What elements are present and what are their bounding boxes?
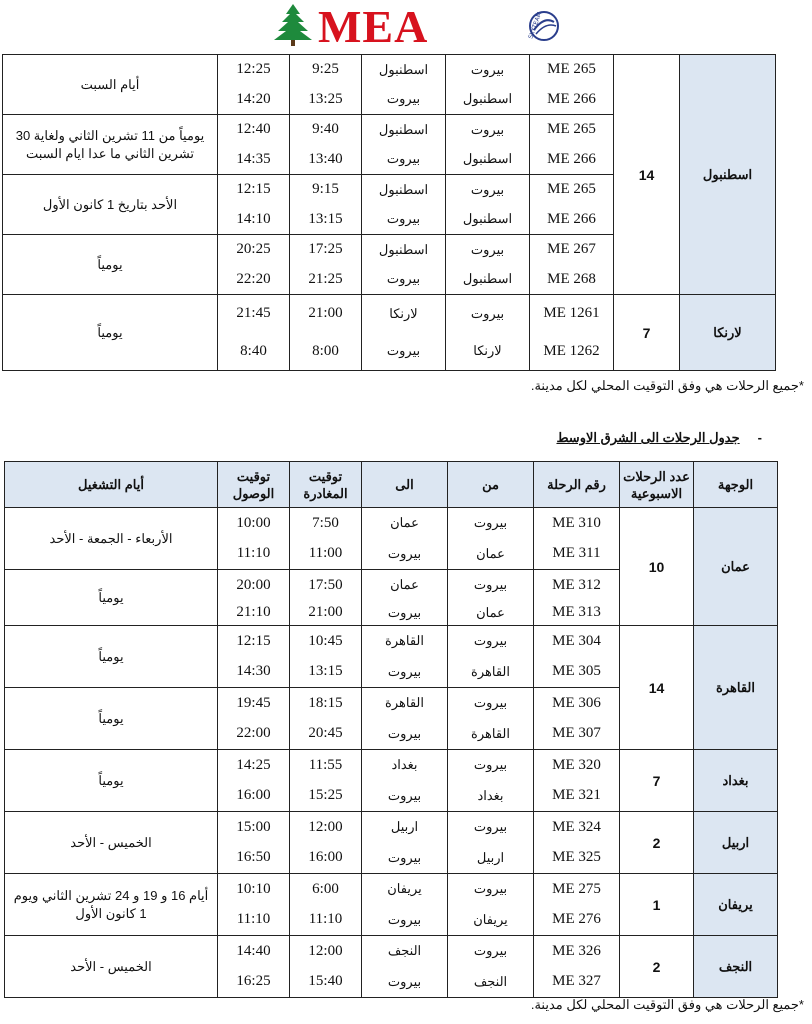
arrival-cell: 11:10 <box>218 539 290 570</box>
from-cell: بيروت <box>448 626 534 657</box>
arrival-cell: 14:25 <box>218 750 290 781</box>
from-cell: النجف <box>448 967 534 998</box>
departure-cell: 11:10 <box>290 905 362 936</box>
arrival-cell: 16:50 <box>218 843 290 874</box>
departure-cell: 7:50 <box>290 508 362 539</box>
heading-bullet: - <box>757 430 762 445</box>
departure-cell: 18:15 <box>290 688 362 719</box>
to-cell: اسطنبول <box>362 55 446 85</box>
operating-days-cell: الأحد بتاريخ 1 كانون الأول <box>3 175 218 235</box>
from-cell: عمان <box>448 539 534 570</box>
header-departure: توقيت المغادرة <box>290 462 362 508</box>
departure-cell: 9:25 <box>290 55 362 85</box>
arrival-cell: 14:40 <box>218 936 290 967</box>
from-cell: القاهرة <box>448 657 534 688</box>
mea-logo <box>270 2 570 52</box>
timezone-note: *جميع الرحلات هي وفق التوقيت المحلي لكل مدينة. <box>530 378 804 393</box>
destination-cell: اربيل <box>694 812 778 874</box>
operating-days-cell: يومياً <box>5 688 218 750</box>
flight-number-cell: ME 327 <box>534 967 620 998</box>
from-cell: بيروت <box>448 570 534 601</box>
operating-days-cell: يومياً <box>5 570 218 626</box>
to-cell: عمان <box>362 508 448 539</box>
to-cell: لارنكا <box>362 295 446 333</box>
to-cell: اسطنبول <box>362 115 446 145</box>
operating-days-cell: أيام 16 و 19 و 24 تشرين الثاني ويوم 1 كانون الأول <box>5 874 218 936</box>
departure-cell: 8:00 <box>290 333 362 371</box>
operating-days-cell: يومياً <box>3 235 218 295</box>
to-cell: اسطنبول <box>362 235 446 265</box>
from-cell: بيروت <box>446 295 530 333</box>
from-cell: القاهرة <box>448 719 534 750</box>
to-cell: بيروت <box>362 145 446 175</box>
arrival-cell: 20:00 <box>218 570 290 601</box>
to-cell: القاهرة <box>362 688 448 719</box>
flight-number-cell: ME 265 <box>530 55 614 85</box>
to-cell: بيروت <box>362 601 448 626</box>
arrival-cell: 16:25 <box>218 967 290 998</box>
to-cell: النجف <box>362 936 448 967</box>
flight-number-cell: ME 1261 <box>530 295 614 333</box>
from-cell: بيروت <box>446 115 530 145</box>
flight-number-cell: ME 265 <box>530 175 614 205</box>
table-row <box>3 295 776 333</box>
departure-cell: 12:00 <box>290 812 362 843</box>
destination-cell: النجف <box>694 936 778 998</box>
destination-cell: يريفان <box>694 874 778 936</box>
weekly-count-cell: 2 <box>620 812 694 874</box>
departure-cell: 9:15 <box>290 175 362 205</box>
flight-number-cell: ME 312 <box>534 570 620 601</box>
from-cell: اسطنبول <box>446 85 530 115</box>
flight-number-cell: ME 1262 <box>530 333 614 371</box>
from-cell: بيروت <box>448 812 534 843</box>
arrival-cell: 14:20 <box>218 85 290 115</box>
departure-cell: 21:00 <box>290 295 362 333</box>
departure-cell: 13:40 <box>290 145 362 175</box>
weekly-count-cell: 14 <box>620 626 694 750</box>
to-cell: القاهرة <box>362 626 448 657</box>
flight-number-cell: ME 305 <box>534 657 620 688</box>
flight-number-cell: ME 275 <box>534 874 620 905</box>
departure-cell: 13:15 <box>290 205 362 235</box>
operating-days-cell: الخميس - الأحد <box>5 936 218 998</box>
arrival-cell: 14:30 <box>218 657 290 688</box>
destination-cell: اسطنبول <box>680 55 776 295</box>
destination-cell: عمان <box>694 508 778 626</box>
flight-number-cell: ME 311 <box>534 539 620 570</box>
departure-cell: 17:25 <box>290 235 362 265</box>
table-row <box>5 812 778 843</box>
flight-number-cell: ME 306 <box>534 688 620 719</box>
to-cell: بيروت <box>362 781 448 812</box>
from-cell: بيروت <box>446 175 530 205</box>
arrival-cell: 21:10 <box>218 601 290 626</box>
flight-number-cell: ME 268 <box>530 265 614 295</box>
departure-cell: 11:55 <box>290 750 362 781</box>
table-row <box>5 750 778 781</box>
schedule-table-1 <box>2 54 776 371</box>
operating-days-cell: يومياً <box>3 295 218 371</box>
departure-cell: 21:00 <box>290 601 362 626</box>
table-row <box>5 508 778 539</box>
arrival-cell: 22:20 <box>218 265 290 295</box>
from-cell: اسطنبول <box>446 205 530 235</box>
heading-title: جدول الرحلات الى الشرق الاوسط <box>556 430 740 445</box>
to-cell: بيروت <box>362 333 446 371</box>
arrival-cell: 12:15 <box>218 175 290 205</box>
operating-days-cell: يومياً <box>5 626 218 688</box>
arrival-cell: 10:10 <box>218 874 290 905</box>
from-cell: بيروت <box>446 55 530 85</box>
to-cell: بيروت <box>362 539 448 570</box>
departure-cell: 15:40 <box>290 967 362 998</box>
operating-days-cell: يومياً من 11 تشرين الثاني ولغاية 30 تشرين الثاني ما عدا ايام السبت <box>3 115 218 175</box>
skyteam-icon <box>518 2 564 48</box>
arrival-cell: 15:00 <box>218 812 290 843</box>
flight-number-cell: ME 310 <box>534 508 620 539</box>
arrival-cell: 14:10 <box>218 205 290 235</box>
table-row <box>5 936 778 967</box>
departure-cell: 6:00 <box>290 874 362 905</box>
from-cell: بغداد <box>448 781 534 812</box>
mea-wordmark: MEA <box>318 1 429 52</box>
flight-number-cell: ME 326 <box>534 936 620 967</box>
flight-number-cell: ME 324 <box>534 812 620 843</box>
to-cell: بيروت <box>362 719 448 750</box>
flight-number-cell: ME 304 <box>534 626 620 657</box>
header-to: الى <box>362 462 448 508</box>
weekly-count-cell: 7 <box>620 750 694 812</box>
table-row <box>3 55 776 85</box>
to-cell: بيروت <box>362 265 446 295</box>
arrival-cell: 11:10 <box>218 905 290 936</box>
to-cell: بيروت <box>362 205 446 235</box>
from-cell: اسطنبول <box>446 145 530 175</box>
to-cell: اربيل <box>362 812 448 843</box>
from-cell: يريفان <box>448 905 534 936</box>
weekly-count-cell: 14 <box>614 55 680 295</box>
flight-number-cell: ME 266 <box>530 145 614 175</box>
to-cell: بيروت <box>362 843 448 874</box>
flight-number-cell: ME 321 <box>534 781 620 812</box>
arrival-cell: 12:15 <box>218 626 290 657</box>
arrival-cell: 12:25 <box>218 55 290 85</box>
departure-cell: 9:40 <box>290 115 362 145</box>
arrival-cell: 19:45 <box>218 688 290 719</box>
header-from: من <box>448 462 534 508</box>
from-cell: اسطنبول <box>446 265 530 295</box>
arrival-cell: 14:35 <box>218 145 290 175</box>
from-cell: اربيل <box>448 843 534 874</box>
arrival-cell: 22:00 <box>218 719 290 750</box>
to-cell: بيروت <box>362 905 448 936</box>
flight-number-cell: ME 265 <box>530 115 614 145</box>
destination-cell: القاهرة <box>694 626 778 750</box>
arrival-cell: 8:40 <box>218 333 290 371</box>
operating-days-cell: يومياً <box>5 750 218 812</box>
arrival-cell: 21:45 <box>218 295 290 333</box>
flight-number-cell: ME 307 <box>534 719 620 750</box>
to-cell: بيروت <box>362 967 448 998</box>
from-cell: بيروت <box>448 936 534 967</box>
departure-cell: 15:25 <box>290 781 362 812</box>
header-row <box>5 462 778 508</box>
to-cell: بيروت <box>362 85 446 115</box>
schedule-table-2 <box>4 461 778 998</box>
arrival-cell: 12:40 <box>218 115 290 145</box>
departure-cell: 13:25 <box>290 85 362 115</box>
arrival-cell: 20:25 <box>218 235 290 265</box>
operating-days-cell: الخميس - الأحد <box>5 812 218 874</box>
table-row <box>5 626 778 657</box>
destination-cell: بغداد <box>694 750 778 812</box>
flight-number-cell: ME 276 <box>534 905 620 936</box>
departure-cell: 16:00 <box>290 843 362 874</box>
skyteam-label: SKYTEAM <box>527 11 544 40</box>
operating-days-cell: الأربعاء - الجمعة - الأحد <box>5 508 218 570</box>
weekly-count-cell: 7 <box>614 295 680 371</box>
timezone-note: *جميع الرحلات هي وفق التوقيت المحلي لكل مدينة. <box>530 997 804 1012</box>
flight-number-cell: ME 266 <box>530 85 614 115</box>
departure-cell: 11:00 <box>290 539 362 570</box>
arrival-cell: 10:00 <box>218 508 290 539</box>
flight-number-cell: ME 313 <box>534 601 620 626</box>
operating-days-cell: أيام السبت <box>3 55 218 115</box>
destination-cell: لارنكا <box>680 295 776 371</box>
weekly-count-cell: 1 <box>620 874 694 936</box>
departure-cell: 17:50 <box>290 570 362 601</box>
cedar-tree-icon <box>270 2 316 46</box>
flight-number-cell: ME 325 <box>534 843 620 874</box>
weekly-count-cell: 10 <box>620 508 694 626</box>
header-weekly: عدد الرحلات الاسبوعية <box>620 462 694 508</box>
header-destination: الوجهة <box>694 462 778 508</box>
from-cell: لارنكا <box>446 333 530 371</box>
from-cell: بيروت <box>448 874 534 905</box>
departure-cell: 20:45 <box>290 719 362 750</box>
to-cell: عمان <box>362 570 448 601</box>
arrival-cell: 16:00 <box>218 781 290 812</box>
departure-cell: 13:15 <box>290 657 362 688</box>
to-cell: يريفان <box>362 874 448 905</box>
header-days: أيام التشغيل <box>5 462 218 508</box>
from-cell: عمان <box>448 601 534 626</box>
flight-number-cell: ME 267 <box>530 235 614 265</box>
from-cell: بيروت <box>448 750 534 781</box>
header-flight: رقم الرحلة <box>534 462 620 508</box>
section-heading <box>556 430 762 446</box>
from-cell: بيروت <box>448 508 534 539</box>
departure-cell: 12:00 <box>290 936 362 967</box>
table-row <box>5 874 778 905</box>
to-cell: اسطنبول <box>362 175 446 205</box>
flight-number-cell: ME 320 <box>534 750 620 781</box>
departure-cell: 10:45 <box>290 626 362 657</box>
from-cell: بيروت <box>448 688 534 719</box>
to-cell: بغداد <box>362 750 448 781</box>
header-arrival: توقيت الوصول <box>218 462 290 508</box>
departure-cell: 21:25 <box>290 265 362 295</box>
weekly-count-cell: 2 <box>620 936 694 998</box>
to-cell: بيروت <box>362 657 448 688</box>
from-cell: بيروت <box>446 235 530 265</box>
flight-number-cell: ME 266 <box>530 205 614 235</box>
